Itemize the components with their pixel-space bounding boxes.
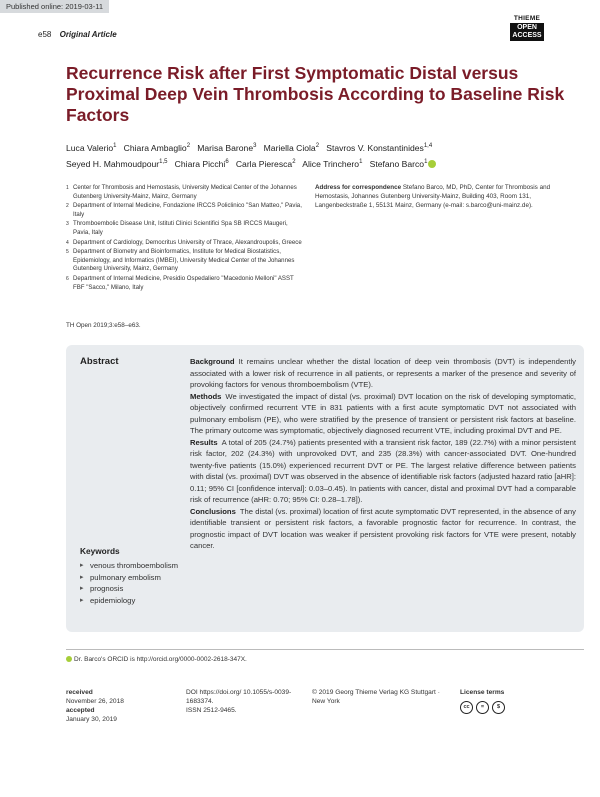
abstract-results: Results A total of 205 (24.7%) patients presented with a transient risk factor, 189 (22.7%) with a minor persistent risk factor, 202 (24.3%) with unprovoked DVT, and 235 (28.3%) with cancer-associated DVT. One-hundred twenty-five patients (15.0%) experienced recurrent DVT or PE. The largest relative difference between patients with distal (vs. proximal) DVT was observed in the absence of identifiable risk factors (adjusted hazard ratio [aHR]: 0.11; 95% CI [confidence interval]: 0.03–0.45). In patients with cancer, distal and proximal DVT had a comparable risk of recurrence (aHR: 0.70; 95% CI: 0.28–1.78]). bbox=[190, 437, 576, 504]
issn: ISSN 2512-9465. bbox=[186, 707, 237, 714]
article-type: Original Article bbox=[59, 30, 117, 39]
author: Stefano Barco$^1$ bbox=[369, 158, 428, 169]
author: Stavros V. Konstantinides$^{1,4}$ bbox=[326, 142, 433, 153]
abstract-body bbox=[190, 356, 576, 552]
logo-badge bbox=[510, 23, 544, 41]
received-accepted-dates: received November 26, 2018 accepted January 30, 2019 bbox=[66, 689, 124, 723]
author: Carla Pieresca$^2$ bbox=[235, 158, 296, 169]
keyword-item: ▸ prognosis bbox=[80, 583, 185, 595]
keyword-item: ▸ venous thromboembolism bbox=[80, 560, 185, 572]
author: Chiara Ambaglio$^2$ bbox=[123, 142, 191, 153]
article-title: Recurrence Risk after First Symptomatic Distal versus Proximal Deep Vein Thrombosis According to Baseline Risk Factors bbox=[66, 63, 565, 125]
nd-icon: = bbox=[476, 701, 489, 714]
abstract-conclusions: Conclusions The distal (vs. proximal) location of first acute symptomatic DVT represented, in the absence of any identifiable transient or persistent risk factors, a favorable prognostic factor for recurrence. In contrast, the prognostic impact of DVT location was weaker if persistent provoking risk factors for VTE were present, notably cancer. bbox=[190, 506, 576, 550]
journal-citation: TH Open 2019;3:e58–e63. bbox=[66, 322, 141, 329]
affiliation: 5 Department of Biometry and Bioinformatics, Institute for Medical Biostatistics, Epidemiology, and Informatics (IMBEI), University Medical Center of the Johannes Gutenberg University, Mainz, Germany bbox=[66, 248, 295, 273]
author: Alice Trinchero$^1$ bbox=[302, 158, 363, 169]
license-label: License terms bbox=[460, 689, 505, 696]
page-number: e58 bbox=[38, 30, 52, 39]
abstract-heading: Abstract bbox=[80, 356, 119, 367]
affiliation: 2 Department of Internal Medicine, Fondazione IRCCS Policlinico "San Matteo," Pavia, Italy bbox=[66, 202, 302, 218]
abstract-methods: Methods We investigated the impact of distal (vs. proximal) DVT location on the risk of developing symptomatic, objectively confirmed recurrent VTE in 831 patients with a first acute symptomatic DVT not associated with pulmonary embolism (PE), who were stratified by the presence of transient or persistent risk factors at baseline. The primary outcome was symptomatic, objectively diagnosed recurrent VTE, including proximal DVT and PE. bbox=[190, 391, 576, 435]
keywords-list bbox=[80, 560, 185, 606]
doi-link[interactable]: DOI https://doi.org/ 10.1055/s-0039-1683374. bbox=[186, 689, 292, 705]
thieme-open-access-logo bbox=[510, 15, 544, 41]
published-online-banner: Published online: 2019-03-11 bbox=[0, 0, 109, 13]
correspondence-address bbox=[315, 184, 555, 210]
affiliation: 4 Department of Cardiology, Democritus University of Thrace, Alexandroupolis, Greece bbox=[66, 238, 302, 246]
affiliation: 6 Department of Internal Medicine, Presidio Ospedaliero "Macedonio Melloni" ASST FBF "Sacco," Milano, Italy bbox=[66, 274, 294, 291]
cc-license-icons[interactable] bbox=[460, 701, 505, 714]
nc-icon: $ bbox=[492, 701, 505, 714]
keyword-item: ▸ epidemiology bbox=[80, 595, 185, 607]
logo-top-text: THIEME bbox=[513, 15, 541, 22]
affiliation: 3 Thromboembolic Disease Unit, Istituti Clinici Scientifici Spa SB IRCCS Maugeri, Pavia, Italy bbox=[66, 220, 288, 236]
doi-issn bbox=[186, 688, 306, 715]
correspondence-label: Address for correspondence bbox=[315, 184, 402, 191]
keyword-item: ▸ pulmonary embolism bbox=[80, 572, 185, 584]
author-line-2 bbox=[66, 155, 586, 171]
author: Chiara Picchi$^6$ bbox=[174, 158, 229, 169]
author: Luca Valerio$^1$ bbox=[66, 142, 117, 153]
running-header bbox=[38, 30, 117, 39]
orcid-icon[interactable] bbox=[428, 160, 436, 168]
orcid-icon bbox=[66, 656, 72, 662]
orcid-footnote: Dr. Barco's ORCID is http://orcid.org/0000-0002-2618-347X. bbox=[66, 656, 247, 663]
license-terms bbox=[460, 688, 505, 714]
correspondence-text: Stefano Barco, MD, PhD, Center for Thrombosis and Hemostasis, Johannes Gutenberg University-Mainz, Building 403, Room 131, Langenbeckstraße 1, 55131 Mainz, Germany (e-mail: s.barco@uni-mainz.de). bbox=[315, 184, 551, 209]
affiliations bbox=[66, 184, 306, 293]
abstract-background: Background It remains unclear whether the distal location of deep vein thrombosis (DVT) is independently associated with a lower risk of recurrence in all patients, or represents a marker of the presence and severity of provoking factors for venous thromboembolism (VTE). bbox=[190, 357, 576, 389]
logo-badge-line-1: OPEN bbox=[517, 24, 537, 31]
author: Seyed H. Mahmoudpour$^{1,5}$ bbox=[66, 158, 168, 169]
copyright: © 2019 Georg Thieme Verlag KG Stuttgart · New York bbox=[312, 689, 440, 705]
author: Marisa Barone$^3$ bbox=[197, 142, 257, 153]
divider bbox=[66, 649, 584, 650]
author-list bbox=[66, 139, 586, 171]
author: Mariella Ciola$^2$ bbox=[263, 142, 320, 153]
logo-badge-line-2: ACCESS bbox=[512, 32, 542, 39]
author-line-1 bbox=[66, 139, 586, 155]
keywords-heading: Keywords bbox=[80, 546, 120, 556]
affiliation: 1 Center for Thrombosis and Hemostasis, University Medical Center of the Johannes Gutenberg University-Mainz, Mainz, Germany bbox=[66, 184, 297, 200]
cc-icon: cc bbox=[460, 701, 473, 714]
